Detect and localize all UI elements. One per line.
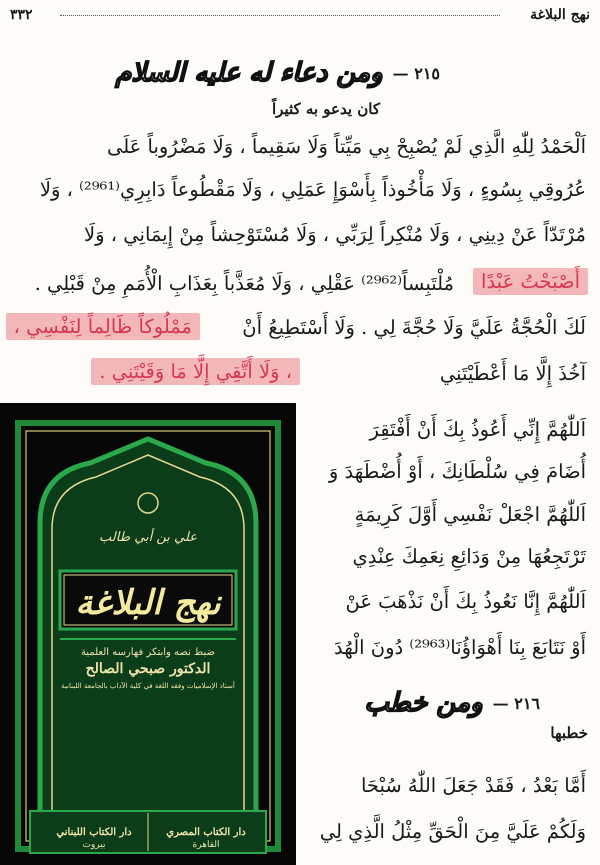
page-number: ٣٣٢	[10, 7, 33, 23]
section-title: ومن دعاء له عليه السلام	[115, 58, 383, 88]
text-line: أَمَّا بَعْدُ ، فَقَدْ جَعَلَ اللّٰهُ سُبْحَا	[360, 774, 586, 797]
cover-publisher: دار الكتاب المصري	[166, 827, 246, 838]
header-rule	[60, 15, 500, 16]
cover-editor-note: ضبط نصه وابتكر فهارسه العلمية	[80, 647, 216, 658]
highlight-passage	[473, 268, 588, 295]
text-line: أُضَامَ فِي سُلْطَانِكَ ، أَوْ أُضْطَهَدَ وَ	[328, 460, 586, 483]
text-line: تَرْتَجِعُهَا مِنْ وَدَائِعِ نِعَمِكَ عِنْدِي	[352, 545, 586, 568]
text-line: وَلَكُمْ عَلَيَّ مِنَ الْحَقِّ مِثْلُ الَّذِي لِي	[319, 820, 586, 843]
text-line: لَكَ الْحُجَّةُ عَلَيَّ وَلَا حُجَّةَ لِي . وَلَا أَسْتَطِيعُ أَنْ	[242, 316, 586, 339]
text-line: اَللّٰهُمَّ إِنَّا نَعُوذُ بِكَ أَنْ نَذْهَبَ عَنْ	[345, 590, 586, 613]
section-number: ٢١٦ —	[492, 693, 540, 713]
highlight-passage	[91, 358, 300, 385]
section-subheading: خطبها	[550, 724, 588, 742]
text-line: عُرُوقِي بِسُوءٍ ، وَلَا مَأْخُوذاً بِأَسْوَإِ عَمَلِي ، وَلَا مَقْطُوعاً دَابِرِي⁽²⁹⁶¹⁾ ، وَلَا	[39, 178, 586, 201]
cover-author: علي بن أبي طالب	[99, 530, 197, 545]
cover-publisher: دار الكتاب اللبناني	[56, 827, 132, 838]
section-number: ٢١٥ —	[392, 63, 440, 83]
highlight-text: ، وَلَا أَتَّقِي إِلَّا مَا وَقَيْتَنِي .	[99, 360, 292, 383]
section-216-heading	[364, 688, 540, 718]
cover-publisher-city: القاهرة	[192, 840, 220, 850]
text-line: مُرْتَدّاً عَنْ دِينِي ، وَلَا مُنْكِراً لِرَبِّي ، وَلَا مُسْتَوْحِشاً مِنْ إِيمَانِي ، وَلَا	[84, 223, 586, 246]
section-subheading: كان يدعو به كثيراً	[272, 100, 380, 118]
cover-title: نهج البلاغة	[75, 583, 221, 623]
cover-frame-art	[0, 403, 296, 865]
text-line: اَللّٰهُمَّ إِنِّي أَعُوذُ بِكَ أَنْ أَفْتَقِرَ	[369, 418, 586, 441]
book-cover-image	[0, 403, 296, 865]
highlight-passage	[6, 313, 200, 340]
text-line: أَوْ نَتَابَعَ بِنَا أَهْوَاؤُنَا⁽²⁹⁶³⁾ دُونَ الْهُدَ	[334, 636, 586, 659]
text-line: آخُذَ إِلَّا مَا أَعْطَيْتَنِي	[439, 362, 586, 385]
text-line: اَلْحَمْدُ لِلّٰهِ الَّذِي لَمْ يُصْبِحْ بِي مَيِّتاً وَلَا سَقِيماً ، وَلَا مَضْرُوباً عَلَى	[106, 135, 586, 158]
running-title: نهج البلاغة	[530, 7, 590, 23]
cover-editor-info: أستاذ الإسلاميات وفقه اللغة في كلية الآداب بالجامعة اللبنانية	[61, 682, 235, 690]
section-215-heading	[115, 58, 440, 88]
cover-editor: الدكتور صبحي الصالح	[85, 661, 211, 677]
text-line: مُلْتَبِساً⁽²⁹⁶²⁾ عَقْلِي ، وَلَا مُعَذَّباً بِعَذَابِ الْأُمَمِ مِنْ قَبْلِي .	[34, 272, 454, 295]
section-title: ومن خطب	[364, 688, 483, 718]
text-line: اَللّٰهُمَّ اجْعَلْ نَفْسِي أَوَّلَ كَرِيمَةٍ	[354, 503, 586, 526]
page-header	[10, 4, 590, 26]
highlight-text: أَصْبَحْتُ عَبْدًا	[481, 270, 580, 293]
cover-publisher-city: بيروت	[82, 840, 106, 850]
highlight-text: مَمْلُوكاً ظَالِماً لِنَفْسِي ،	[13, 315, 192, 338]
